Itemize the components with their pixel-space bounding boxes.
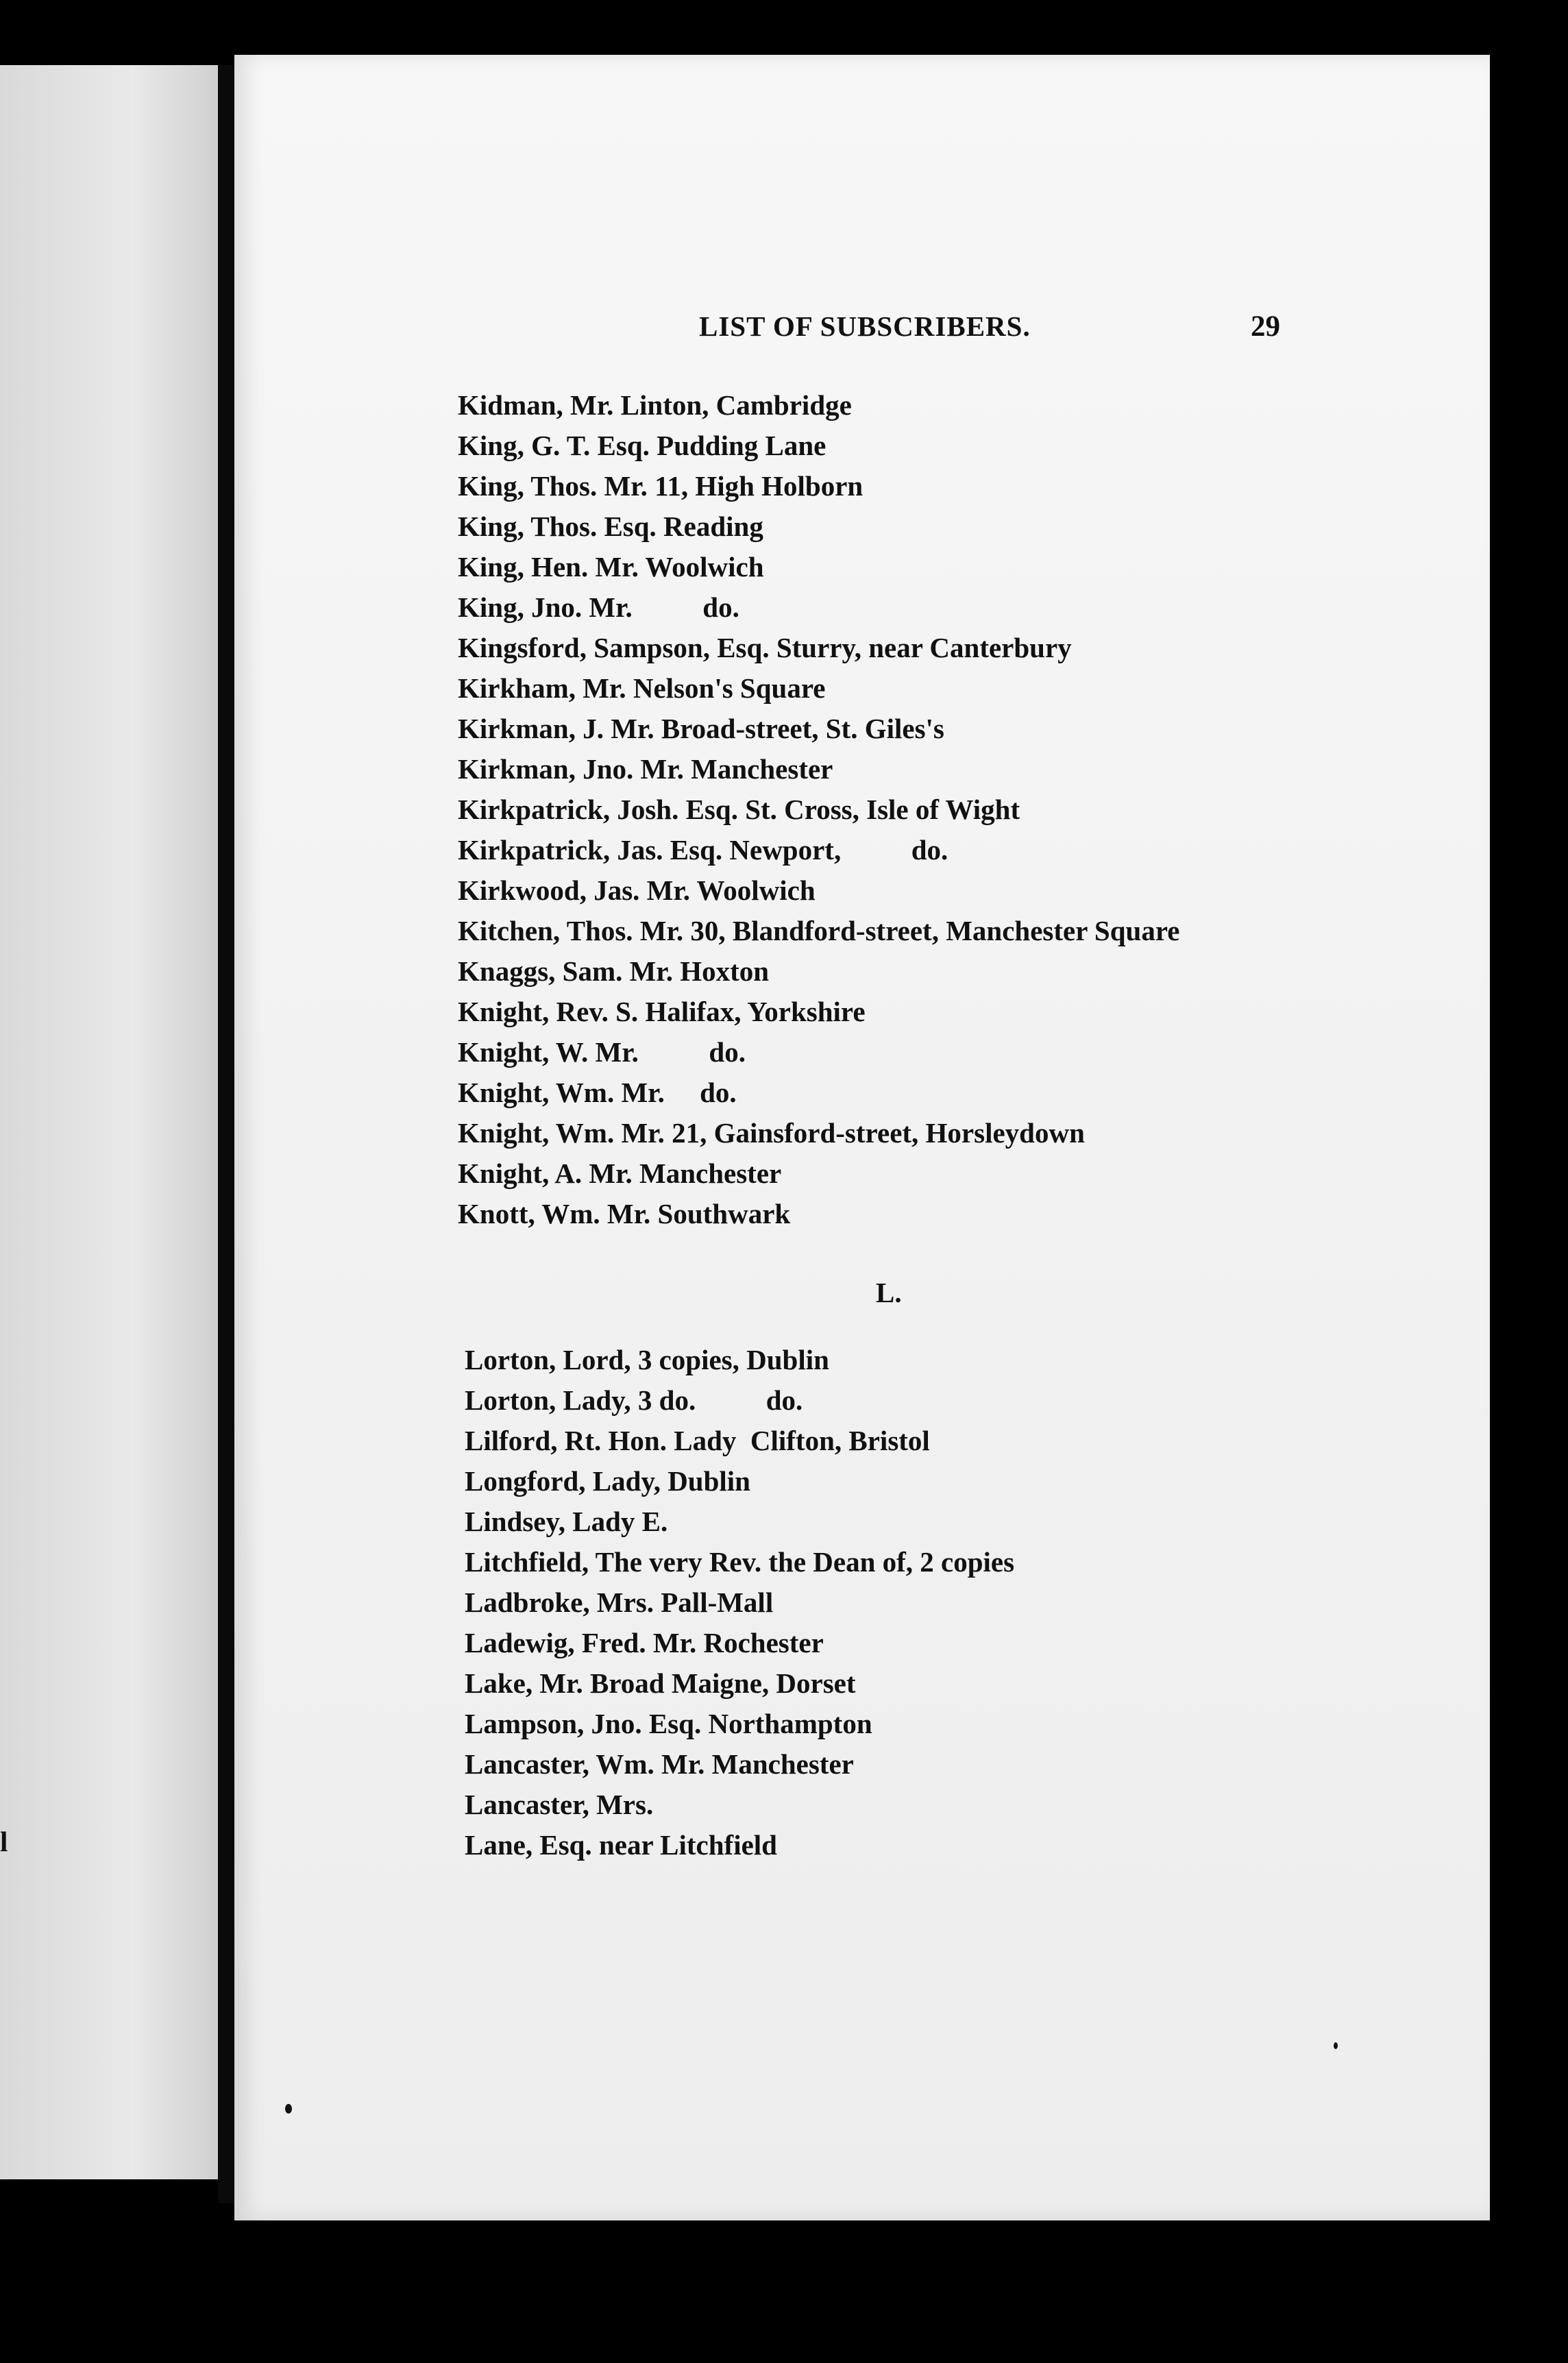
subscriber-entry: Kirkpatrick, Jas. Esq. Newport, do. bbox=[458, 834, 948, 866]
book-gutter bbox=[218, 65, 234, 2203]
subscriber-entry: Knight, Wm. Mr. 21, Gainsford-street, Horsleydown bbox=[458, 1117, 1085, 1149]
subscriber-entry: Litchfield, The very Rev. the Dean of, 2 copies bbox=[465, 1546, 1015, 1578]
left-page-edge bbox=[0, 65, 221, 2179]
page-header bbox=[0, 310, 1302, 351]
subscriber-entry: Knaggs, Sam. Mr. Hoxton bbox=[458, 955, 770, 987]
subscriber-entry: Kitchen, Thos. Mr. 30, Blandford-street, Manchester Square bbox=[458, 915, 1180, 946]
subscriber-entry: Lane, Esq. near Litchfield bbox=[465, 1829, 777, 1861]
subscriber-entry: Knott, Wm. Mr. Southwark bbox=[458, 1198, 791, 1229]
subscriber-entry: Lancaster, Wm. Mr. Manchester bbox=[465, 1748, 854, 1780]
running-title: LIST OF SUBSCRIBERS. bbox=[699, 310, 1031, 342]
subscriber-entry: Lindsey, Lady E. bbox=[465, 1506, 668, 1537]
subscriber-entry: Kirkman, J. Mr. Broad-street, St. Giles's bbox=[458, 713, 944, 744]
subscriber-entry: Kirkham, Mr. Nelson's Square bbox=[458, 672, 826, 704]
subscriber-entry: Lilford, Rt. Hon. Lady Clifton, Bristol bbox=[465, 1425, 930, 1456]
subscriber-entry: King, Jno. Mr. do. bbox=[458, 591, 739, 623]
subscriber-entry: King, Thos. Mr. 11, High Holborn bbox=[458, 470, 863, 502]
subscriber-entry: Longford, Lady, Dublin bbox=[465, 1465, 750, 1497]
subscriber-entry: Ladewig, Fred. Mr. Rochester bbox=[465, 1627, 824, 1658]
subscriber-entry: King, G. T. Esq. Pudding Lane bbox=[458, 430, 826, 461]
subscriber-entry: Lancaster, Mrs. bbox=[465, 1789, 654, 1820]
subscriber-entry: Kirkwood, Jas. Mr. Woolwich bbox=[458, 874, 816, 906]
subscriber-entry: Lake, Mr. Broad Maigne, Dorset bbox=[465, 1667, 856, 1699]
subscriber-list-l bbox=[465, 1340, 1014, 1865]
subscriber-entry: Lorton, Lord, 3 copies, Dublin bbox=[465, 1344, 829, 1375]
subscriber-entry: Lampson, Jno. Esq. Northampton bbox=[465, 1708, 872, 1739]
subscriber-entry: Kingsford, Sampson, Esq. Sturry, near Canterbury bbox=[458, 632, 1072, 663]
subscriber-entry: Kirkpatrick, Josh. Esq. St. Cross, Isle of Wight bbox=[458, 794, 1020, 825]
subscriber-entry: Knight, Rev. S. Halifax, Yorkshire bbox=[458, 996, 866, 1027]
subscriber-entry: Kirkman, Jno. Mr. Manchester bbox=[458, 753, 833, 785]
ink-speck bbox=[1334, 2042, 1338, 2049]
ink-speck bbox=[285, 2104, 292, 2114]
subscriber-entry: Ladbroke, Mrs. Pall-Mall bbox=[465, 1587, 774, 1618]
subscriber-entry: Kidman, Mr. Linton, Cambridge bbox=[458, 389, 852, 421]
left-page-text-fragment: l bbox=[0, 1826, 8, 1857]
subscriber-list-k bbox=[458, 385, 1179, 1234]
subscriber-entry: Knight, A. Mr. Manchester bbox=[458, 1158, 782, 1189]
bleed-through-text bbox=[1227, 378, 1309, 2092]
subscriber-entry: Knight, Wm. Mr. do. bbox=[458, 1077, 737, 1108]
subscriber-entry: King, Thos. Esq. Reading bbox=[458, 511, 763, 542]
page-number: 29 bbox=[1251, 310, 1280, 343]
section-heading-l: L. bbox=[876, 1277, 902, 1308]
subscriber-entry: Knight, W. Mr. do. bbox=[458, 1036, 746, 1068]
subscriber-entry: Lorton, Lady, 3 do. do. bbox=[465, 1384, 803, 1416]
subscriber-entry: King, Hen. Mr. Woolwich bbox=[458, 551, 764, 583]
